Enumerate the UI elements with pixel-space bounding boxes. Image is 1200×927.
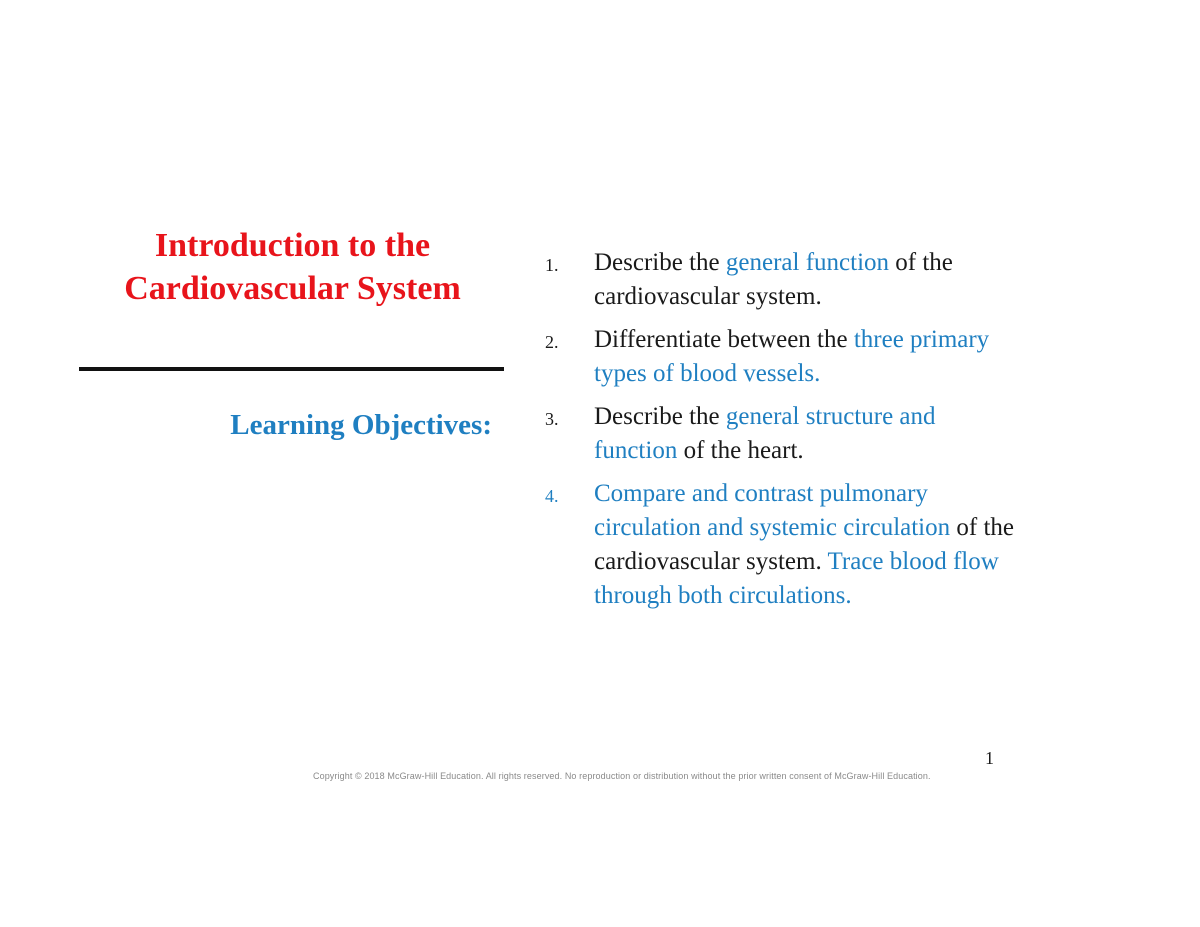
objective-item-1 xyxy=(545,246,1015,314)
objective-text: of the cardiovascular system. xyxy=(594,249,953,310)
objectives-list xyxy=(545,246,1015,622)
objective-item-3 xyxy=(545,400,1015,468)
slide-title-line-1: Introduction to the xyxy=(154,227,431,264)
objective-highlight: Trace blood flow through both circulations. xyxy=(594,548,999,609)
objective-number: 4. xyxy=(545,486,559,506)
objective-highlight: general function xyxy=(725,249,890,276)
slide-title-line-2: Cardiovascular System xyxy=(124,270,461,307)
objective-text: of the cardiovascular system. xyxy=(594,514,1015,575)
objective-text: Differentiate between the xyxy=(594,326,854,353)
objective-highlight: three primary types of blood vessels. xyxy=(594,326,990,387)
learning-objectives-heading: Learning Objectives: xyxy=(230,409,492,441)
objective-text: Describe the xyxy=(594,403,726,430)
objective-item-4 xyxy=(545,477,1015,613)
page-number: 1 xyxy=(985,748,994,768)
objective-number: 1. xyxy=(545,255,559,275)
slide-title xyxy=(80,224,505,310)
title-divider xyxy=(79,367,504,371)
objective-highlight: Compare and contrast pulmonary circulation and systemic circulation xyxy=(594,480,951,541)
copyright-notice: Copyright © 2018 McGraw-Hill Education. All rights reserved. No reproduction or distribution without the prior written consent of McGraw-Hill Education. xyxy=(313,771,931,781)
objective-text: Describe the xyxy=(594,249,726,276)
objective-highlight: general structure and function xyxy=(594,403,936,464)
objective-text: of the heart. xyxy=(677,437,804,464)
objective-number: 2. xyxy=(545,332,559,352)
objective-number: 3. xyxy=(545,409,559,429)
objective-item-2 xyxy=(545,323,1015,391)
